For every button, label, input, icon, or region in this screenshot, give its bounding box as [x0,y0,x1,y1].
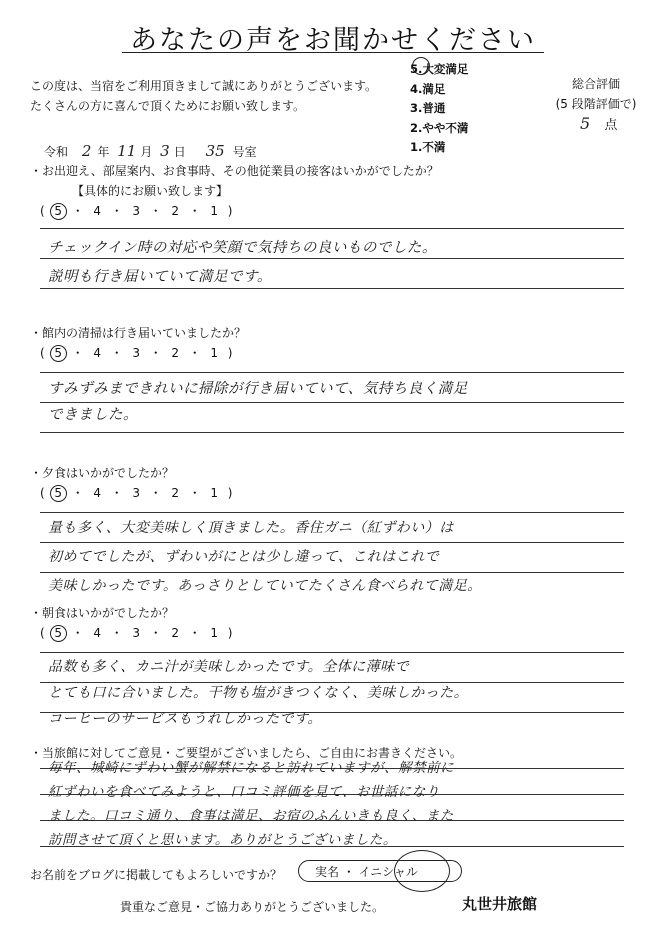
rating-option-3[interactable]: 3 [132,346,142,360]
rating-option-5[interactable]: 5 [50,485,67,502]
rating-option-4[interactable]: 4 [93,204,103,218]
rating-option-5[interactable]: 5 [50,345,67,362]
question-feedback: ・当旅館に対してご意見・ご要望がございましたら、ご自由にお書きください。 [30,746,463,760]
ruled-line [40,372,624,373]
room-number-value: 35 [205,142,225,160]
answer-line: 初めてでしたが、ずわいがにとは少し違って、これはこれで [48,549,440,565]
year-value: 2 [81,142,92,160]
rating-option-1[interactable]: 1 [210,486,220,500]
scale-5: 5.大変満足 [410,62,469,76]
intro-line-2: たくさんの方に喜んで頂くためにお願い致します。 [30,99,306,113]
ruled-line [40,432,624,433]
question-dinner: ・夕食はいかがでしたか？ [30,466,175,480]
rating-option-3[interactable]: 3 [132,626,142,640]
day-value: 3 [160,142,170,160]
answer-line: 紅ずわいを食べてみようと、口コミ評価を見て、お世話になり [48,784,440,800]
rating-option-5[interactable]: 5 [50,203,67,220]
scale-3: 3.普通 [410,101,446,115]
ruled-line [40,512,624,513]
question-breakfast: ・朝食はいかがでしたか？ [30,606,175,620]
inn-name: 丸世井旅館 [462,895,538,913]
ruled-line [40,652,624,653]
answer-cleaning [48,376,628,428]
rating-option-1[interactable]: 1 [210,346,220,360]
page-title: あなたの声をお聞かせください [130,25,536,56]
answer-breakfast [48,654,628,732]
scale-2: 2.やや不満 [410,120,469,135]
title-underline [122,52,544,53]
answer-line: とても口に合いました。干物も塩がきつくなく、美味しかった。 [48,685,469,701]
overall-rating-label [536,74,656,114]
rating-option-2[interactable]: 2 [171,486,181,500]
answer-line: 量も多く、大変美味しく頂きました。香住ガニ（紅ずわい）は [48,520,454,536]
answer-line: チェックイン時の対応や笑顔で気持ちの良いものでした。 [48,240,437,256]
blog-permission-question: お名前をブログに掲載してもよろしいですか？ [30,868,283,882]
rating-option-5[interactable]: 5 [50,625,67,642]
scale-4: 4.満足 [410,81,446,96]
name-option-box[interactable]: 実名 ・ イニシャル [298,860,462,882]
answer-line: すみずみまできれいに掃除が行き届いていて、気持ち良く満足 [48,381,468,397]
initial-selected-circle [394,850,450,892]
answer-staff [48,234,628,292]
rating-cleaning: ( 5 ・ 4 ・ 3 ・ 2 ・ 1 ) [40,346,234,360]
answer-line: 美味しかったです。あっさりとしていてたくさん食べられて満足。 [48,578,482,594]
answer-line: 説明も行き届いていて満足です。 [48,269,272,285]
overall-score-unit: 点 [604,118,618,133]
rating-option-4[interactable]: 4 [93,346,103,360]
rating-option-1[interactable]: 1 [210,204,220,218]
ruled-line [40,228,624,229]
overall-sublabel: (5 段階評価で) [555,97,637,111]
rating-option-4[interactable]: 4 [93,626,103,640]
month-value: 11 [117,142,137,160]
rating-option-4[interactable]: 4 [93,486,103,500]
rating-option-2[interactable]: 2 [171,346,181,360]
answer-line: 毎年、城崎にずわい蟹が解禁になると訪れていますが、解禁前に [48,760,454,776]
rating-scale-legend [410,60,468,158]
day-label: 日 [173,145,186,159]
answer-line: コーヒーのサービスもうれしかったです。 [48,711,322,727]
scale-1: 1.不満 [410,140,446,154]
rating-option-3[interactable]: 3 [132,204,142,218]
year-label: 年 [97,145,110,159]
overall-score [580,114,617,133]
overall-score-value: 5 [580,114,591,133]
answer-dinner [48,514,628,601]
era-label: 令和 [44,145,69,159]
answer-feedback [48,756,628,852]
overall-label: 総合評価 [571,77,620,91]
room-label: 号室 [232,145,257,159]
question-staff-note: 【具体的にお願い致します】 [72,184,229,198]
rating-breakfast: ( 5 ・ 4 ・ 3 ・ 2 ・ 1 ) [40,626,234,640]
intro-text [30,76,377,116]
date-room-line [44,142,257,160]
rating-staff: ( 5 ・ 4 ・ 3 ・ 2 ・ 1 ) [40,204,234,218]
answer-line: 訪問させて頂くと思います。ありがとうございました。 [48,832,397,848]
rating-option-3[interactable]: 3 [132,486,142,500]
question-cleaning: ・館内の清掃は行き届いていましたか？ [30,326,247,340]
rating-option-2[interactable]: 2 [171,204,181,218]
intro-line-1: この度は、当宿をご利用頂きまして誠にありがとうございます。 [30,79,378,93]
answer-line: ました。口コミ通り、食事は満足、お宿のふんいきも良く、また [48,808,454,824]
thanks-text: 貴重なご意見・ご協力ありがとうございました。 [120,900,385,914]
question-staff: ・お出迎え、部屋案内、お食事時、その他従業員の接客はいかがでしたか？ [30,164,439,178]
rating-option-2[interactable]: 2 [171,626,181,640]
answer-line: できました。 [48,407,138,423]
rating-dinner: ( 5 ・ 4 ・ 3 ・ 2 ・ 1 ) [40,486,234,500]
month-label: 月 [140,145,153,159]
rating-option-1[interactable]: 1 [210,626,220,640]
answer-line: 品数も多く、カニ汁が美味しかったです。全体に薄味で [48,659,410,675]
